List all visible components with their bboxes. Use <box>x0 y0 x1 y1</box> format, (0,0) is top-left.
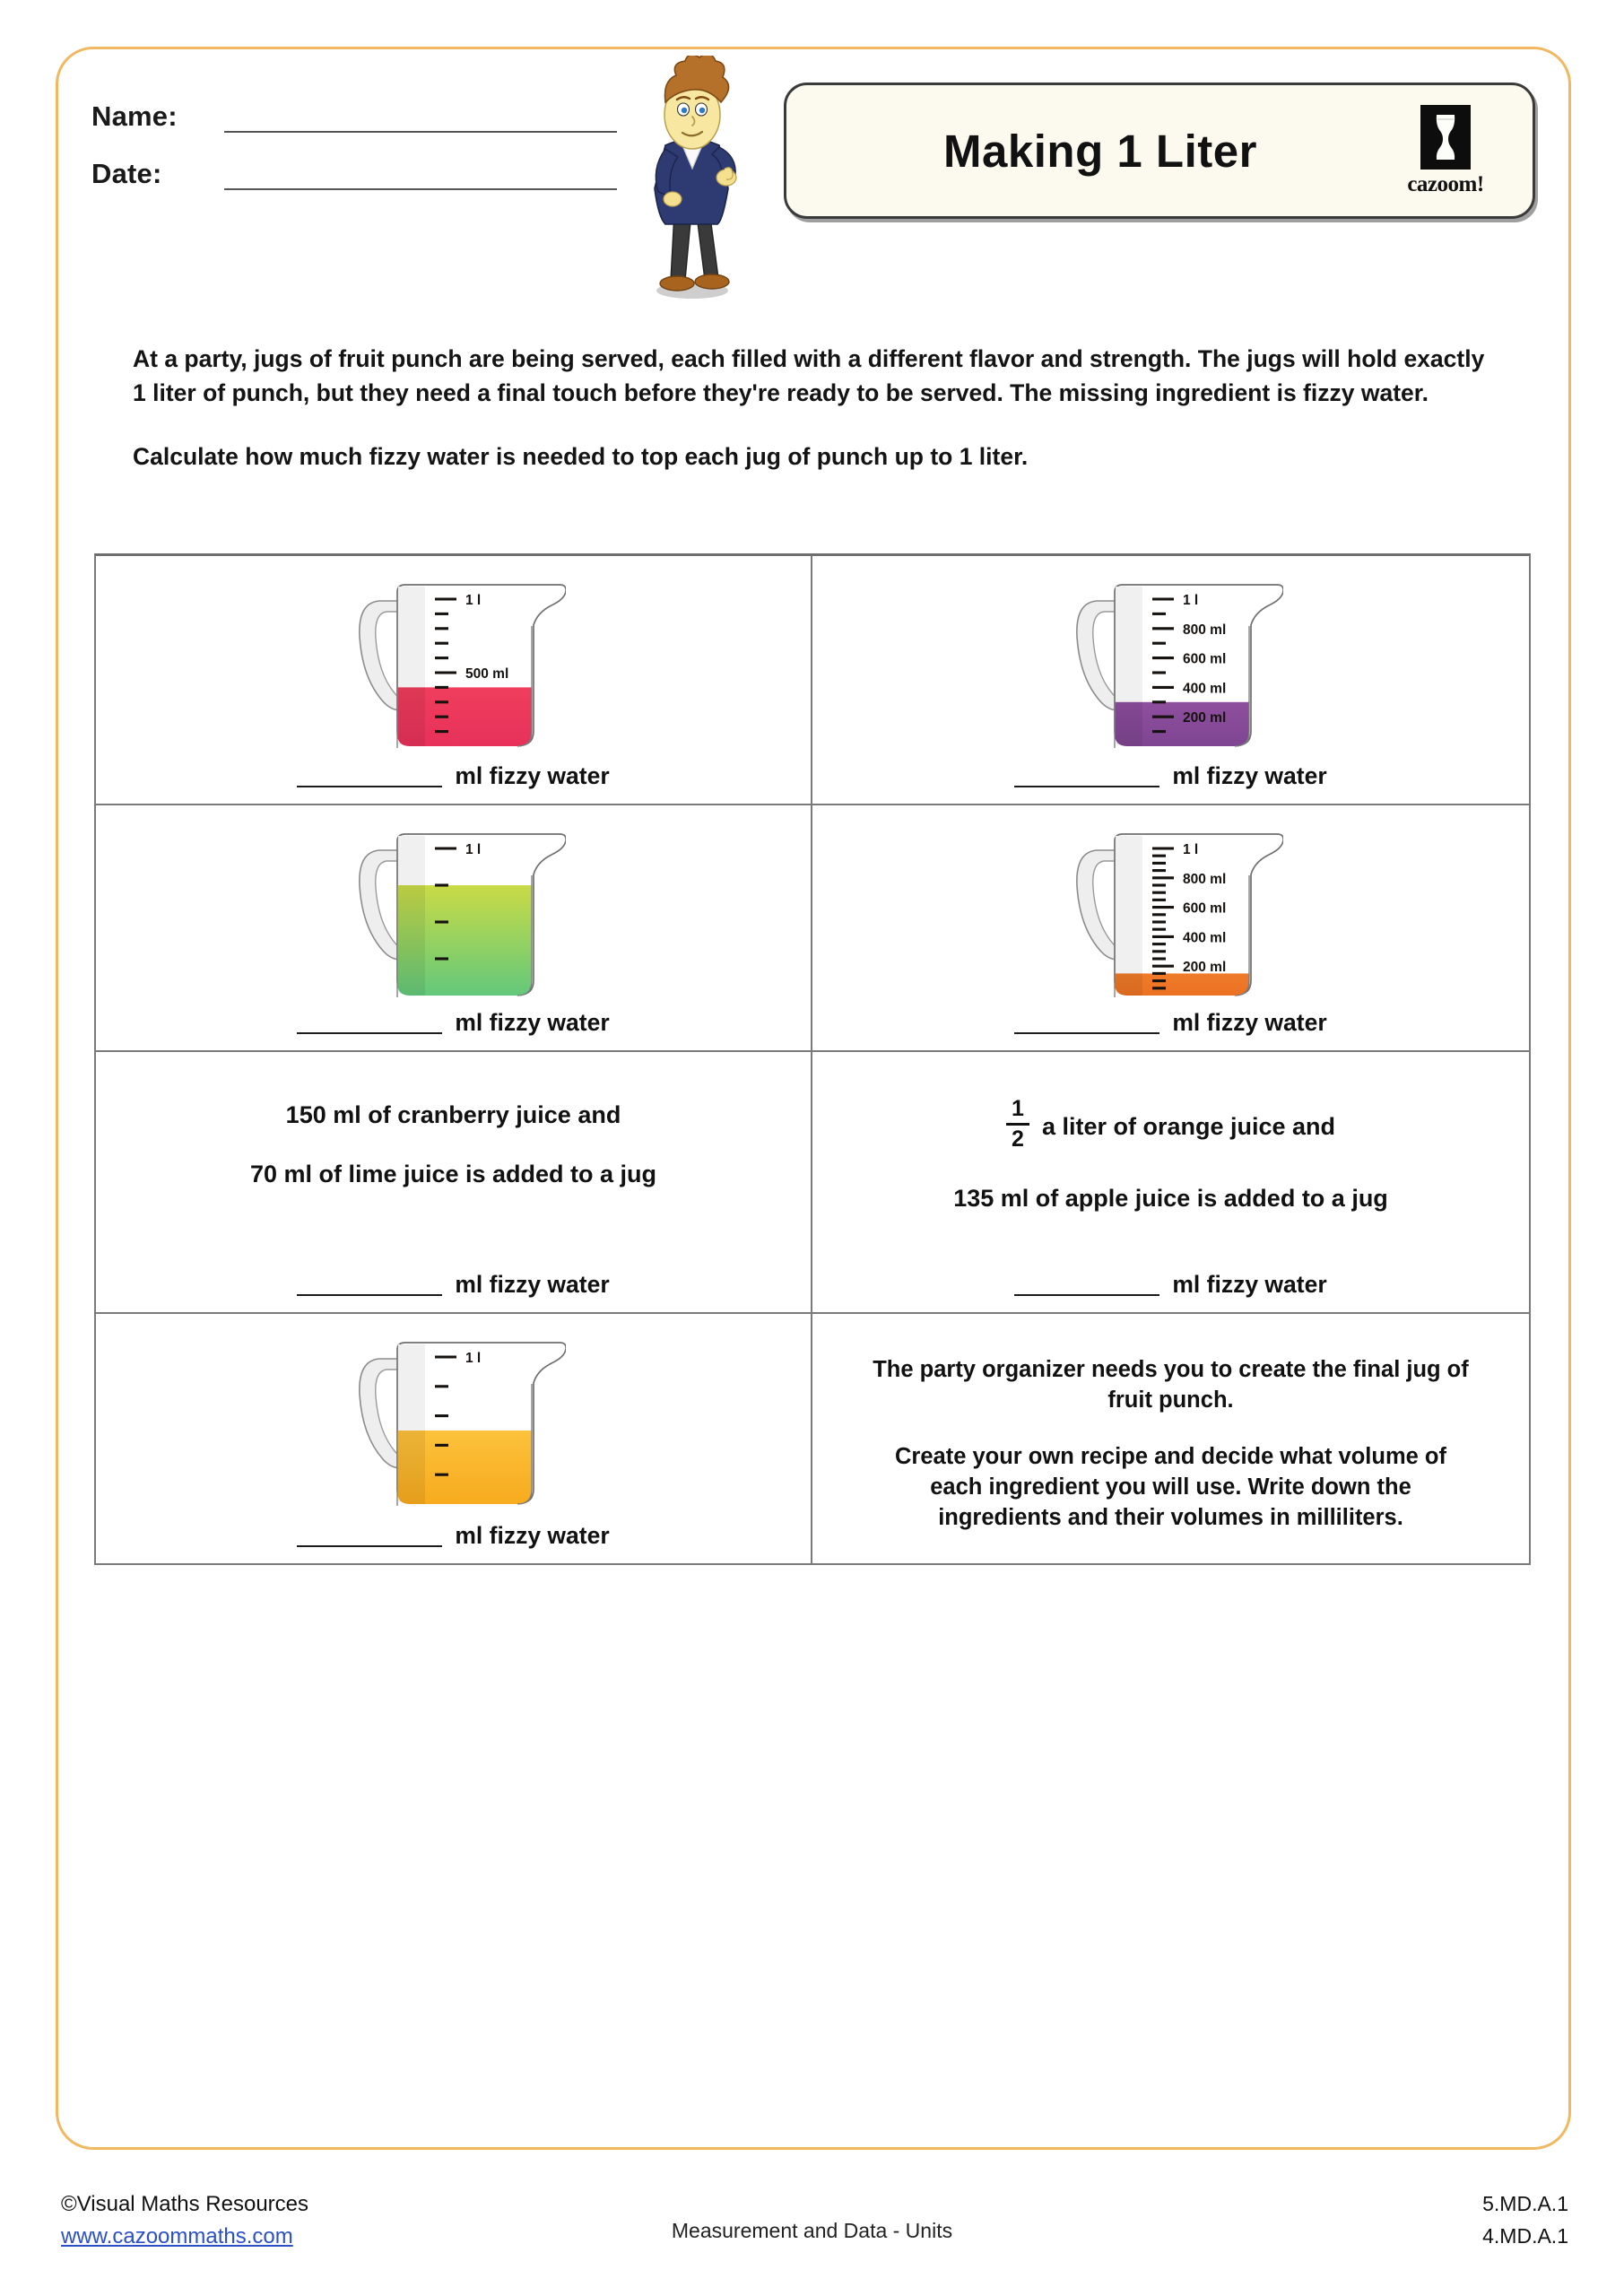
goblet-icon <box>1420 105 1471 170</box>
cazoom-logo <box>1378 105 1513 197</box>
svg-text:800 ml: 800 ml <box>1182 871 1226 887</box>
answer-unit-label-6: ml fizzy water <box>1172 1270 1327 1298</box>
fraction-denominator: 2 <box>1012 1126 1024 1152</box>
question-cell-3 <box>96 805 812 1052</box>
svg-text:1 l: 1 l <box>465 842 481 857</box>
question-cell-4 <box>812 805 1529 1052</box>
name-date-block <box>91 100 630 215</box>
date-row <box>91 158 630 190</box>
question-cell-7 <box>96 1314 812 1563</box>
worksheet-footer <box>0 2188 1624 2287</box>
question-cell-6 <box>812 1052 1529 1314</box>
problem-line-6a <box>821 1096 1520 1153</box>
svg-text:400 ml: 400 ml <box>1182 930 1226 946</box>
fraction-bar <box>1006 1123 1029 1126</box>
task-text-8 <box>821 1328 1520 1533</box>
answer-unit-label-4: ml fizzy water <box>1172 1008 1327 1036</box>
answer-input-4[interactable] <box>1014 1007 1159 1034</box>
answer-input-3[interactable] <box>297 1007 442 1034</box>
answer-row-3 <box>96 1007 811 1034</box>
answer-unit-label-2: ml fizzy water <box>1172 761 1327 789</box>
jug-5 <box>342 1328 566 1524</box>
measuring-jug-graphic <box>342 570 566 766</box>
svg-text:200 ml: 200 ml <box>1182 710 1226 726</box>
jug-3 <box>342 820 566 1015</box>
intro-text <box>133 343 1496 474</box>
svg-text:1 l: 1 l <box>1182 593 1198 608</box>
measuring-jug-graphic <box>1059 570 1283 766</box>
answer-unit-label-3: ml fizzy water <box>455 1008 610 1036</box>
svg-text:600 ml: 600 ml <box>1182 651 1226 667</box>
answer-unit-label-7: ml fizzy water <box>455 1521 610 1549</box>
problem-text-5 <box>105 1066 802 1189</box>
problem-line-5a: 150 ml of cranberry juice and <box>285 1101 621 1128</box>
title-plate <box>784 83 1535 219</box>
svg-text:1 l: 1 l <box>1182 842 1198 857</box>
cazoom-wordmark: cazoom! <box>1407 171 1484 196</box>
problem-line-6b: 135 ml of apple juice is added to a jug <box>953 1185 1388 1212</box>
task-paragraph-2: Create your own recipe and decide what volume of each ingredient you will use. Write down the ingredients and their volumes in milliliters. <box>895 1444 1446 1530</box>
answer-row-6 <box>812 1269 1529 1296</box>
svg-text:500 ml: 500 ml <box>465 666 508 682</box>
name-label: Name: <box>91 100 178 132</box>
footer-standard-2: 4.MD.A.1 <box>1482 2223 1568 2248</box>
question-cell-1 <box>96 556 812 805</box>
footer-standards <box>1482 2188 1568 2252</box>
footer-topic: Measurement and Data - Units <box>671 2219 953 2242</box>
footer-standard-1: 5.MD.A.1 <box>1482 2192 1568 2215</box>
page-title: Making 1 Liter <box>943 125 1257 177</box>
task-paragraph-1: The party organizer needs you to create the final jug of fruit punch. <box>873 1357 1469 1413</box>
svg-text:800 ml: 800 ml <box>1182 622 1226 638</box>
problem-line-5b: 70 ml of lime juice is added to a jug <box>249 1161 657 1188</box>
jug-4 <box>1059 820 1283 1015</box>
svg-text:1 l: 1 l <box>465 1351 481 1366</box>
fraction-half <box>1006 1096 1336 1153</box>
jug-2 <box>1059 570 1283 766</box>
answer-row-2 <box>812 761 1529 787</box>
svg-text:600 ml: 600 ml <box>1182 900 1226 917</box>
answer-unit-label-1: ml fizzy water <box>455 761 610 789</box>
svg-text:400 ml: 400 ml <box>1182 681 1226 697</box>
answer-input-1[interactable] <box>297 761 442 787</box>
measuring-jug-graphic <box>342 1328 566 1524</box>
date-label: Date: <box>91 158 162 189</box>
name-row <box>91 100 630 133</box>
problem-text-6 <box>821 1066 1520 1213</box>
answer-row-7 <box>96 1520 811 1547</box>
answer-row-5 <box>96 1269 811 1296</box>
answer-row-4 <box>812 1007 1529 1034</box>
date-input-line[interactable] <box>224 165 617 190</box>
question-cell-5 <box>96 1052 812 1314</box>
intro-paragraph-1: At a party, jugs of fruit punch are being served, each filled with a different flavor and strength. The jugs will hold exactly 1 liter of punch, but they need a final touch before they're ready to be served. The missing ingredient is fizzy water. <box>133 345 1485 406</box>
question-cell-2 <box>812 556 1529 805</box>
measuring-jug-graphic <box>342 820 566 1015</box>
answer-input-7[interactable] <box>297 1520 442 1547</box>
jug-1 <box>342 570 566 766</box>
measuring-jug-graphic <box>1059 820 1283 1015</box>
answer-input-2[interactable] <box>1014 761 1159 787</box>
name-input-line[interactable] <box>224 108 617 133</box>
question-cell-8 <box>812 1314 1529 1563</box>
fraction-numerator: 1 <box>1012 1096 1024 1121</box>
footer-website-link[interactable]: www.cazoommaths.com <box>61 2224 293 2248</box>
footer-copyright: ©Visual Maths Resources <box>61 2192 309 2216</box>
answer-input-6[interactable] <box>1014 1269 1159 1296</box>
worksheet-header <box>56 47 1571 298</box>
svg-text:200 ml: 200 ml <box>1182 960 1226 976</box>
answer-unit-label-5: ml fizzy water <box>455 1270 610 1298</box>
answer-input-5[interactable] <box>297 1269 442 1296</box>
intro-paragraph-2: Calculate how much fizzy water is needed to top each jug of punch up to 1 liter. <box>133 443 1029 471</box>
svg-text:1 l: 1 l <box>465 593 481 608</box>
answer-row-1 <box>96 761 811 787</box>
questions-grid <box>94 553 1531 1565</box>
boy-mascot-icon <box>612 56 773 307</box>
problem-line-6a-text: a liter of orange juice and <box>1041 1113 1336 1141</box>
